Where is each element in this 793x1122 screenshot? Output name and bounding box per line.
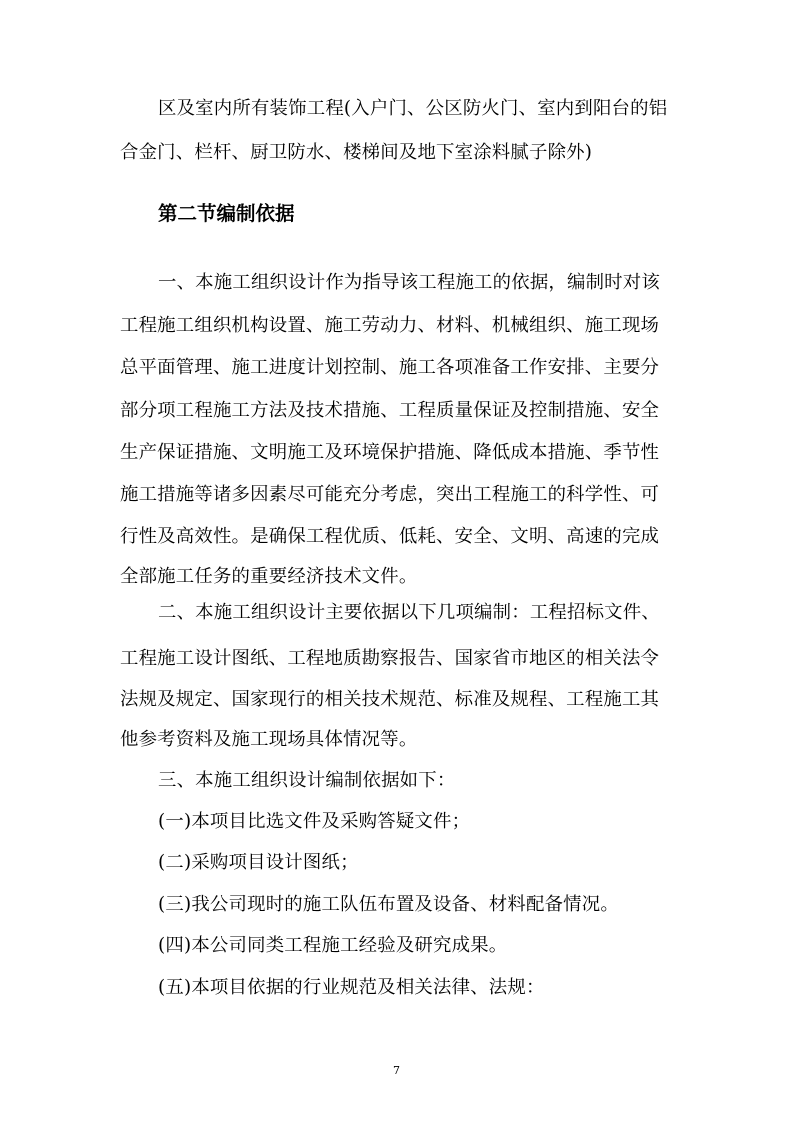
paragraph2-line-2: 工程施工设计图纸、工程地质勘察报告、国家省市地区的相关法令 [120,648,660,669]
paragraph2-line-4: 他参考资料及施工现场具体情况等。 [120,729,418,750]
paragraph1-line-8: 全部施工任务的重要经济技术文件。 [120,566,418,587]
intro-line-1: 区及室内所有装饰工程(入户门、公区防火门、室内到阳台的铝 [158,98,668,119]
paragraph1-line-6: 施工措施等诸多因素尽可能充分考虑，突出工程施工的科学性、可 [120,484,660,505]
basis-item-5: (五)本项目依据的行业规范及相关法律、法规： [158,977,545,998]
paragraph1-line-7: 行性及高效性。是确保工程优质、低耗、安全、文明、高速的完成 [120,526,660,547]
basis-item-2: (二)采购项目设计图纸； [158,852,359,873]
paragraph1-line-5: 生产保证措施、文明施工及环境保护措施、降低成本措施、季节性 [120,442,660,463]
page-number: 7 [393,1064,400,1077]
paragraph1-line-4: 部分项工程施工方法及技术措施、工程质量保证及控制措施、安全 [120,400,660,421]
intro-line-2: 合金门、栏杆、厨卫防水、楼梯间及地下室涂料腻子除外) [120,142,593,163]
section-title: 第二节编制依据 [158,202,295,225]
paragraph1-line-2: 工程施工组织机构设置、施工劳动力、材料、机械组织、施工现场 [120,315,660,336]
paragraph2-line-1: 二、本施工组织设计主要依据以下几项编制：工程招标文件、 [158,602,660,623]
basis-item-4: (四)本公司同类工程施工经验及研究成果。 [158,935,508,956]
paragraph1-line-1: 一、本施工组织设计作为指导该工程施工的依据，编制时对该 [158,272,660,293]
basis-item-3: (三)我公司现时的施工队伍布置及设备、材料配备情况。 [158,894,619,915]
basis-item-1: (一)本项目比选文件及采购答疑文件； [158,811,471,832]
paragraph1-line-3: 总平面管理、施工进度计划控制、施工各项准备工作安排、主要分 [120,357,660,378]
paragraph2-line-3: 法规及规定、国家现行的相关技术规范、标准及规程、工程施工其 [120,689,660,710]
paragraph3-line-1: 三、本施工组织设计编制依据如下： [158,770,456,791]
